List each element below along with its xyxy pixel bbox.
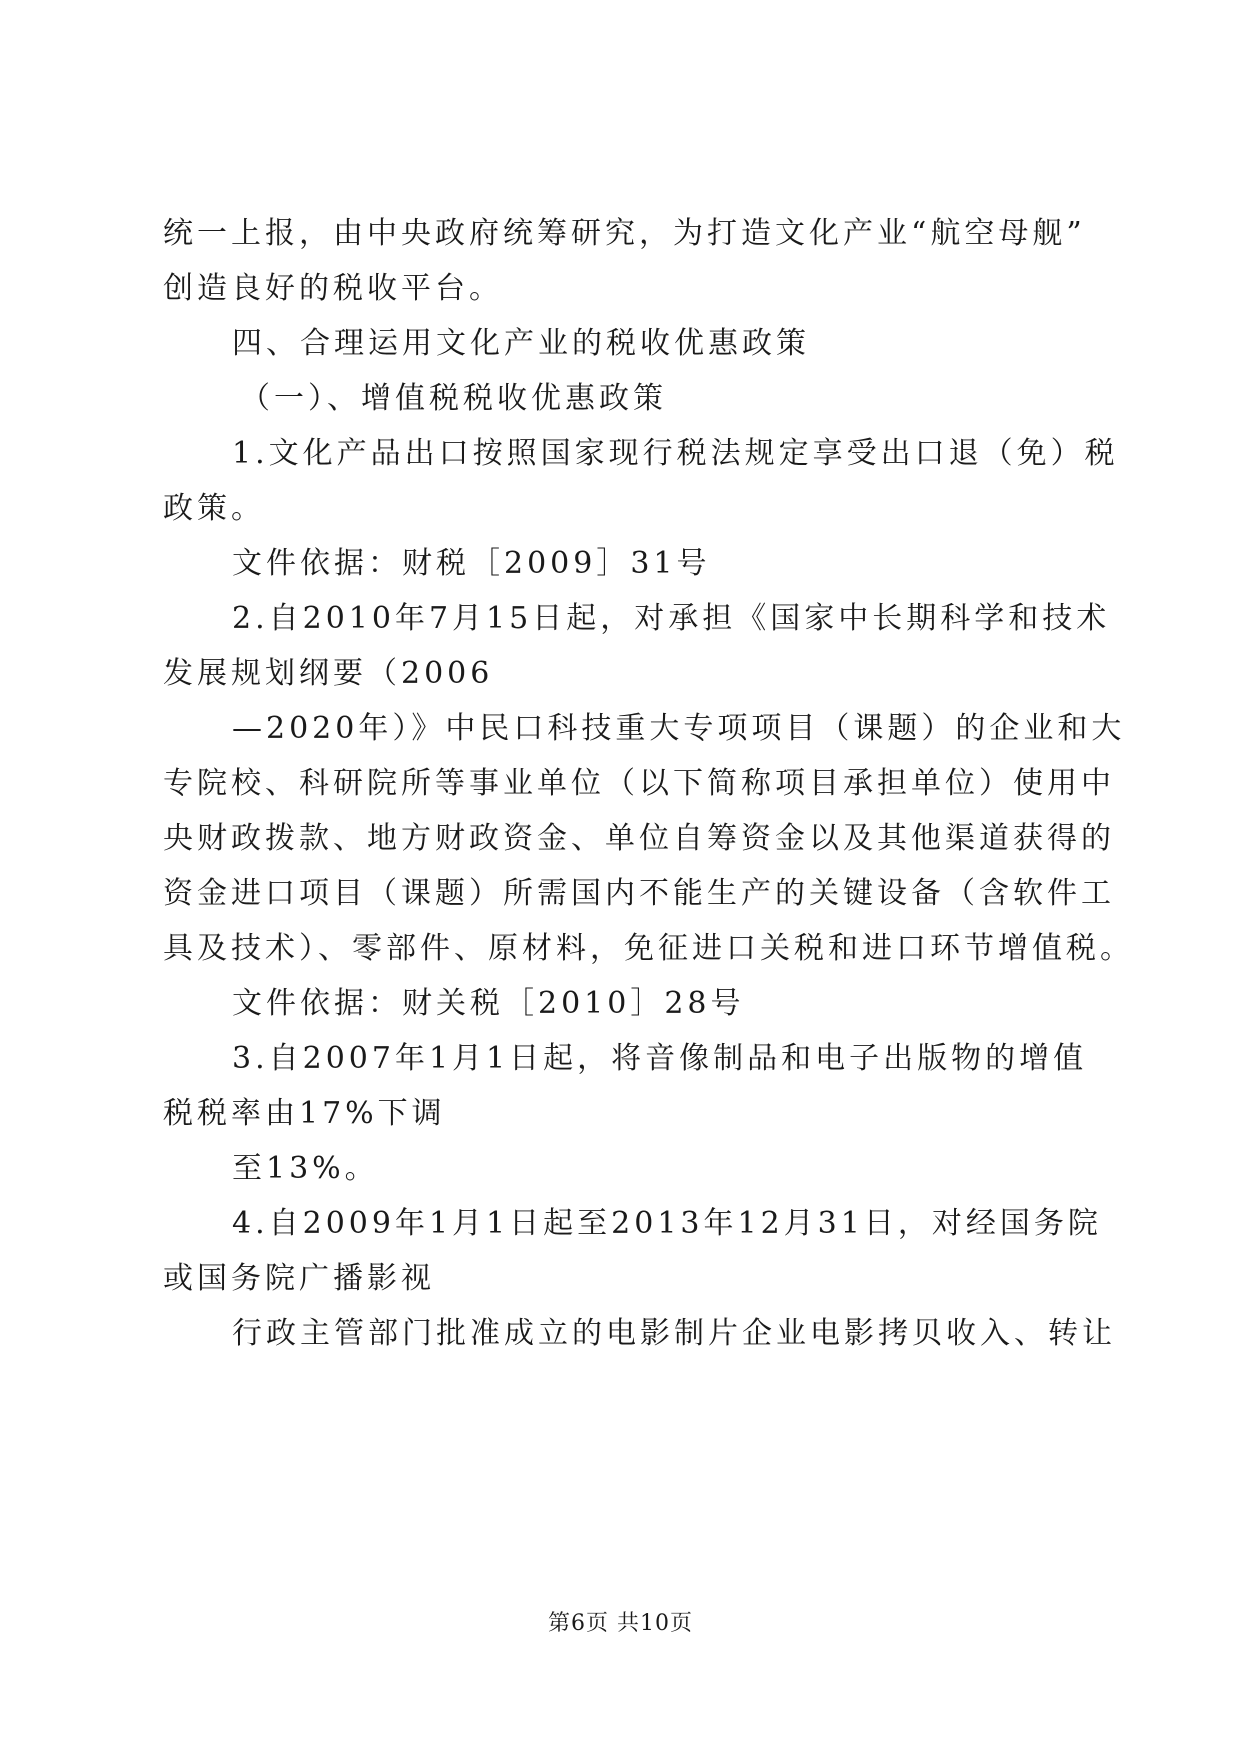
text-line: 至13%。 <box>232 1151 379 1186</box>
text-line: 统一上报，由中央政府统筹研究，为打造文化产业“航空母舰” <box>163 216 1086 251</box>
text-line: 4.自2009年1月1日起至2013年12月31日，对经国务院 <box>232 1206 1102 1241</box>
text-line: 发展规划纲要（2006 <box>163 656 494 691</box>
text-line: 央财政拨款、地方财政资金、单位自筹资金以及其他渠道获得的 <box>163 821 1115 856</box>
text-line: 行政主管部门批准成立的电影制片企业电影拷贝收入、转让 <box>232 1316 1116 1351</box>
text-line: 专院校、科研院所等事业单位（以下简称项目承担单位）使用中 <box>163 766 1115 801</box>
text-line: 或国务院广播影视 <box>163 1261 435 1296</box>
document-reference: 文件依据：财税［2009］31号 <box>232 546 711 581</box>
text-line: 资金进口项目（课题）所需国内不能生产的关键设备（含软件工 <box>163 876 1115 911</box>
text-line: 3.自2007年1月1日起，将音像制品和电子出版物的增值 <box>232 1041 1088 1076</box>
text-line: 创造良好的税收平台。 <box>163 271 503 306</box>
document-reference: 文件依据：财关税［2010］28号 <box>232 986 745 1021</box>
text-line: 2.自2010年7月15日起，对承担《国家中长期科学和技术 <box>232 601 1111 636</box>
text-line: 具及技术）、零部件、原材料，免征进口关税和进口环节增值税。 <box>163 931 1134 966</box>
subsection-heading: （一）、增值税税收优惠政策 <box>240 381 667 416</box>
page-number-footer: 第6页 共10页 <box>548 1611 693 1636</box>
section-heading: 四、合理运用文化产业的税收优惠政策 <box>232 326 810 361</box>
text-line: 政策。 <box>163 491 265 526</box>
text-line: 税税率由17%下调 <box>163 1096 446 1131</box>
text-line: —2020年）》中民口科技重大专项项目（课题）的企业和大 <box>232 711 1126 746</box>
text-line: 1.文化产品出口按照国家现行税法规定享受出口退（免）税 <box>232 436 1119 471</box>
